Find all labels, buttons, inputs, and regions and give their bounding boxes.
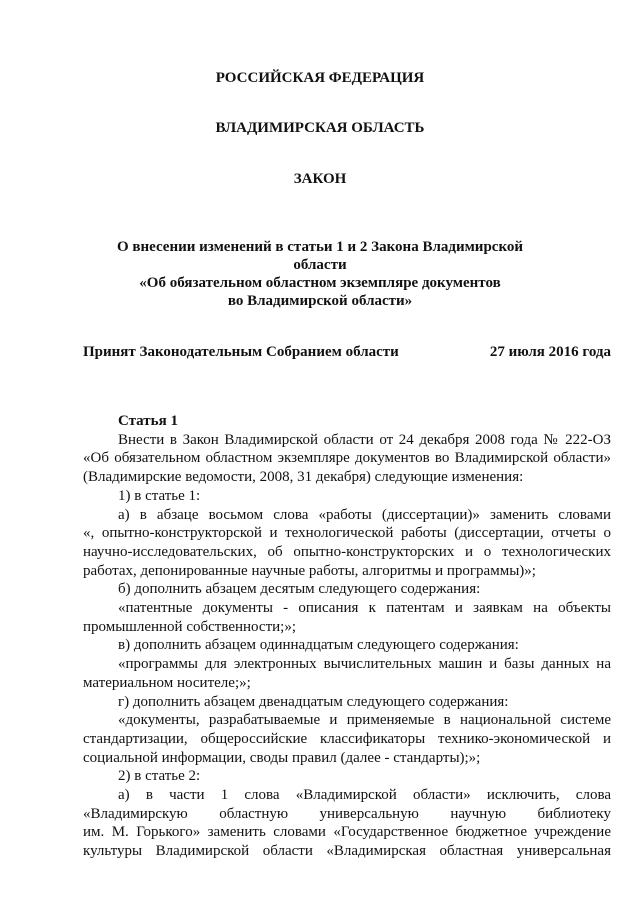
- text-line: «, опытно-конструкторской и технологической работы (диссертации, отчеты о: [83, 525, 611, 542]
- text-line: им. М. Горького» заменить словами «Государственное бюджетное учреждение: [83, 824, 611, 841]
- text-line: работах, депонированные научные работы, алгоритмы и программы)»;: [83, 562, 536, 579]
- country-heading: РОССИЙСКАЯ ФЕДЕРАЦИЯ: [215, 70, 425, 86]
- subject-line: О внесении изменений в статьи 1 и 2 Закона Владимирской области: [116, 239, 524, 273]
- text-line: «Об обязательном областном экземпляре документов во Владимирской области»: [83, 450, 611, 467]
- text-line: г) дополнить абзацем двенадцатым следующего содержания:: [118, 693, 509, 710]
- text-line: 2) в статье 2:: [118, 768, 201, 785]
- subject-line: во Владимирской области»: [227, 293, 413, 309]
- text-line: «Владимирскую областную универсальную научную библиотеку: [83, 805, 611, 822]
- text-line: «программы для электронных вычислительных машин и базы данных на: [118, 656, 611, 673]
- text-line: культуры Владимирской области «Владимирская областная универсальная: [83, 843, 611, 860]
- text-line: а) в абзаце восьмом слова «работы (диссертации)» заменить словами: [118, 506, 611, 523]
- adoption-date: 27 июля 2016 года: [489, 344, 611, 360]
- text-line: 1) в статье 1:: [118, 487, 201, 504]
- article-body: [83, 412, 611, 861]
- text-line: материальном носителе;»;: [83, 674, 251, 691]
- text-line: научно-исследовательских, об опытно-конструкторских и о технологических: [83, 543, 611, 560]
- text-line: Внести в Закон Владимирской области от 24 декабря 2008 года № 222-ОЗ: [118, 431, 611, 448]
- adoption-line: [83, 344, 611, 361]
- text-line: социальной информации, своды правил (далее - стандарты);»;: [83, 749, 481, 766]
- document-type-heading: ЗАКОН: [293, 171, 347, 187]
- text-line: стандартизации, общероссийские классификаторы технико-экономической и: [83, 730, 611, 747]
- region-heading: ВЛАДИМИРСКАЯ ОБЛАСТЬ: [215, 120, 425, 136]
- article-title: Статья 1: [118, 413, 178, 429]
- subject-line: «Об обязательном областном экземпляре документов: [139, 275, 501, 291]
- text-line: «документы, разрабатываемые и применяемые в национальной системе: [118, 712, 611, 729]
- text-line: а) в части 1 слова «Владимирской области» исключить, слова: [118, 787, 611, 804]
- text-line: б) дополнить абзацем десятым следующего содержания:: [118, 581, 481, 598]
- text-line: (Владимирские ведомости, 2008, 31 декабря) следующие изменения:: [83, 469, 524, 486]
- law-subject-title: [90, 238, 550, 310]
- adopted-by: Принят Законодательным Собранием области: [83, 344, 399, 360]
- text-line: «патентные документы - описания к патентам и заявкам на объекты: [118, 600, 611, 617]
- text-line: в) дополнить абзацем одиннадцатым следующего содержания:: [118, 637, 519, 654]
- text-line: промышленной собственности;»;: [83, 618, 296, 635]
